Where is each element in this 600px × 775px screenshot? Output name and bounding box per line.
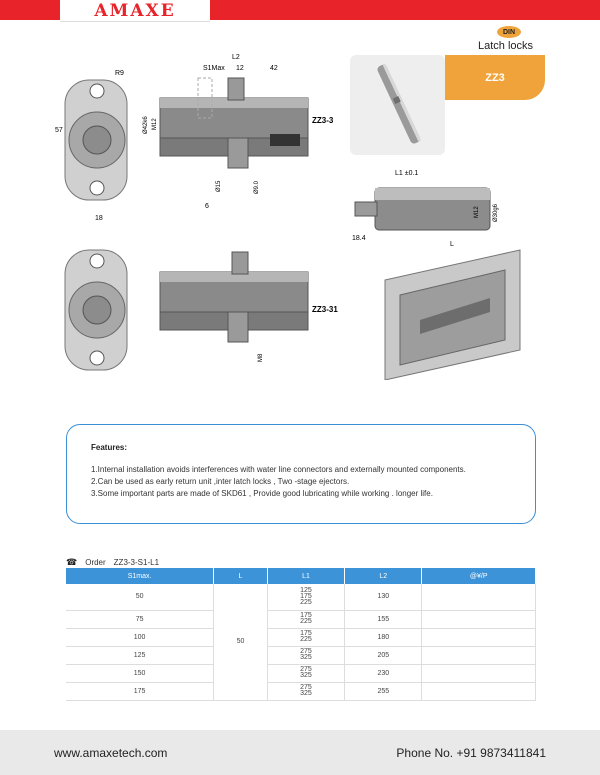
spec-table — [66, 568, 536, 701]
cell-price — [422, 646, 536, 664]
dim-pin-m12: M12 — [474, 206, 480, 218]
dim-6: 6 — [205, 203, 209, 210]
dim-d9: Ø9.0 — [254, 180, 260, 194]
din-badge: DIN — [497, 26, 521, 38]
cell-l2: 130 — [345, 584, 422, 610]
cell-s1: 50 — [66, 584, 214, 610]
feature-item: 3.Some important parts are made of SKD61 , Provide good lubricating while working . longer life. — [91, 489, 433, 498]
dim-r9: R9 — [115, 70, 124, 77]
model-label-zz3-3: ZZ3-3 — [312, 116, 334, 125]
cell-s1: 150 — [66, 664, 214, 682]
dim-18-4: 18.4 — [352, 235, 366, 242]
cell-l1: 275 325 — [267, 664, 344, 682]
features-title: Features: — [91, 443, 128, 452]
cell-l: 50 — [214, 584, 268, 700]
cell-price — [422, 664, 536, 682]
table-row — [66, 682, 536, 700]
cell-l1: 175 225 — [267, 610, 344, 628]
feature-item: 2.Can be used as early return unit ,inter latch locks , Two -stage ejectors. — [91, 477, 350, 486]
dim-12: 12 — [236, 65, 244, 72]
dim-d30g6: Ø30g6 — [493, 203, 499, 222]
mould-assembly — [385, 250, 520, 380]
cell-price — [422, 628, 536, 646]
col-header-s1max: S1max. — [66, 568, 214, 584]
col-header-price: @¥/P — [422, 568, 536, 584]
cell-l1: 275 325 — [267, 682, 344, 700]
dim-s1max: S1Max — [203, 65, 225, 72]
cell-s1: 100 — [66, 628, 214, 646]
dim-m12: M12 — [152, 118, 158, 130]
order-row — [66, 557, 159, 568]
website-link[interactable]: www.amaxetech.com — [54, 745, 168, 760]
dim-d42k6: Ø42k6 — [143, 116, 149, 134]
table-row — [66, 646, 536, 664]
features-box — [66, 424, 536, 524]
cell-l2: 230 — [345, 664, 422, 682]
dim-m8: M8 — [258, 353, 264, 362]
brand-box — [60, 0, 210, 22]
cell-price — [422, 610, 536, 628]
dim-18: 18 — [95, 215, 103, 222]
category-label: Latch locks — [478, 40, 534, 52]
cell-l1: 275 325 — [267, 646, 344, 664]
col-header-l2: L2 — [345, 568, 422, 584]
dim-l2: L2 — [232, 54, 240, 61]
flange-plate-bottom — [65, 250, 127, 370]
dim-l1: L1 ±0.1 — [395, 170, 419, 177]
table-row — [66, 610, 536, 628]
table-row — [66, 584, 536, 610]
col-header-l: L — [214, 568, 268, 584]
feature-item: 1.Internal installation avoids interferences with water line connectors and externally mounted components. — [91, 465, 466, 474]
cell-price — [422, 682, 536, 700]
cell-l2: 255 — [345, 682, 422, 700]
cell-l1: 175 225 — [267, 628, 344, 646]
pin-drawing — [355, 188, 490, 230]
cell-l2: 205 — [345, 646, 422, 664]
cell-l2: 155 — [345, 610, 422, 628]
order-code: ZZ3-3-S1-L1 — [113, 558, 160, 567]
dim-l: L — [450, 241, 454, 248]
cell-l1: 125 175 225 — [267, 584, 344, 610]
cell-price — [422, 584, 536, 610]
brand-logo: AMAXE — [94, 0, 176, 21]
table-row — [66, 628, 536, 646]
footer-bar — [0, 730, 600, 775]
cell-l2: 180 — [345, 628, 422, 646]
flange-plate-top — [65, 80, 127, 200]
model-label-zz3-31: ZZ3-31 — [312, 305, 338, 314]
phone-number: Phone No. +91 9873411841 — [396, 745, 546, 760]
model-tab: ZZ3 — [445, 55, 545, 100]
cylinder-bottom — [160, 252, 308, 342]
dim-42: 42 — [270, 65, 278, 72]
cell-s1: 125 — [66, 646, 214, 664]
phone-icon: ☎ — [66, 557, 78, 567]
dim-57: 57 — [55, 127, 63, 134]
cylinder-top — [160, 78, 308, 168]
col-header-l1: L1 — [267, 568, 344, 584]
technical-drawing — [0, 50, 600, 380]
cell-s1: 175 — [66, 682, 214, 700]
table-row — [66, 664, 536, 682]
cell-s1: 75 — [66, 610, 214, 628]
order-label: Order — [85, 558, 106, 567]
dim-d15: Ø15 — [216, 180, 222, 192]
